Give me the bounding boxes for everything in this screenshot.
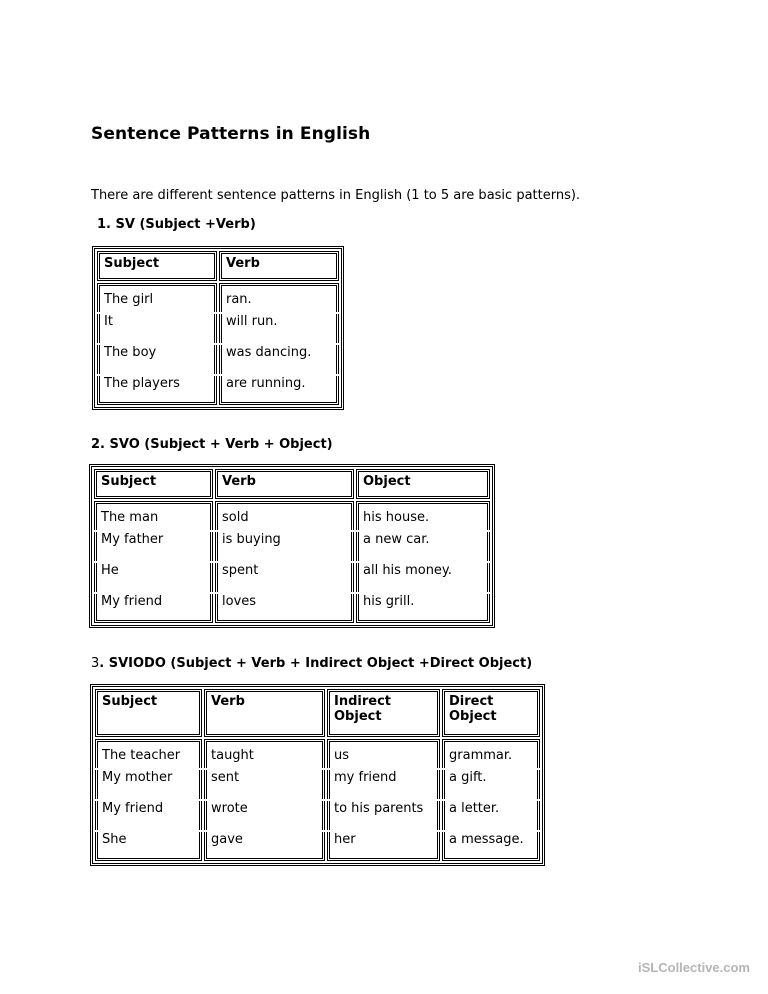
page-title: Sentence Patterns in English <box>91 124 371 144</box>
table-header-cell: Subject <box>97 251 217 281</box>
table-cell: It <box>97 314 217 343</box>
table-row <box>95 832 540 861</box>
sv-table <box>92 246 344 410</box>
table-row <box>95 801 540 830</box>
table-cell: He <box>94 563 213 592</box>
table-row <box>97 376 339 405</box>
table-cell: us <box>327 739 440 768</box>
table-cell: sold <box>215 501 354 530</box>
table-header-cell: Direct Object <box>442 689 540 737</box>
table-cell: will run. <box>219 314 339 343</box>
section-3-number: 3 <box>91 656 100 671</box>
table-header-cell: Subject <box>94 469 213 499</box>
watermark-text: iSLCollective.com <box>638 960 750 975</box>
table-cell: She <box>95 832 202 861</box>
table-cell: My mother <box>95 770 202 799</box>
sviodo-table <box>90 684 545 866</box>
table-cell: The teacher <box>95 739 202 768</box>
table-header-cell: Object <box>356 469 490 499</box>
table-cell: a letter. <box>442 801 540 830</box>
table-row <box>94 563 490 592</box>
table-header-cell: Verb <box>219 251 339 281</box>
table-cell: his house. <box>356 501 490 530</box>
table-cell: are running. <box>219 376 339 405</box>
table-cell: gave <box>204 832 325 861</box>
table-row <box>95 739 540 768</box>
table-cell: a message. <box>442 832 540 861</box>
table-cell: ran. <box>219 283 339 312</box>
table-header-cell: Verb <box>215 469 354 499</box>
table-cell: The girl <box>97 283 217 312</box>
table-cell: her <box>327 832 440 861</box>
table-cell: my friend <box>327 770 440 799</box>
table-cell: My friend <box>95 801 202 830</box>
table-header-cell: Indirect Object <box>327 689 440 737</box>
table-row <box>94 532 490 561</box>
table-row <box>95 770 540 799</box>
table-header-cell: Verb <box>204 689 325 737</box>
section-1-heading: 1. SV (Subject +Verb) <box>97 217 256 232</box>
table-cell: grammar. <box>442 739 540 768</box>
table-cell: a gift. <box>442 770 540 799</box>
table-cell: all his money. <box>356 563 490 592</box>
table-cell: taught <box>204 739 325 768</box>
table-header-cell: Subject <box>95 689 202 737</box>
table-cell: spent <box>215 563 354 592</box>
intro-text: There are different sentence patterns in English (1 to 5 are basic patterns). <box>91 188 581 203</box>
table-cell: wrote <box>204 801 325 830</box>
table-cell: The boy <box>97 345 217 374</box>
table-cell: The man <box>94 501 213 530</box>
table-row <box>97 345 339 374</box>
table-cell: My father <box>94 532 213 561</box>
section-3-title: . SVIODO (Subject + Verb + Indirect Object +Direct Object) <box>99 656 533 671</box>
table-row <box>94 594 490 623</box>
section-3-heading <box>91 656 532 671</box>
table-cell: is buying <box>215 532 354 561</box>
table-cell: My friend <box>94 594 213 623</box>
table-cell: was dancing. <box>219 345 339 374</box>
table-row <box>97 283 339 312</box>
table-cell: to his parents <box>327 801 440 830</box>
table-row <box>97 314 339 343</box>
svo-table <box>89 464 495 628</box>
table-cell: loves <box>215 594 354 623</box>
table-cell: a new car. <box>356 532 490 561</box>
table-cell: his grill. <box>356 594 490 623</box>
section-2-heading: 2. SVO (Subject + Verb + Object) <box>91 437 333 452</box>
table-cell: sent <box>204 770 325 799</box>
table-cell: The players <box>97 376 217 405</box>
table-row <box>94 501 490 530</box>
